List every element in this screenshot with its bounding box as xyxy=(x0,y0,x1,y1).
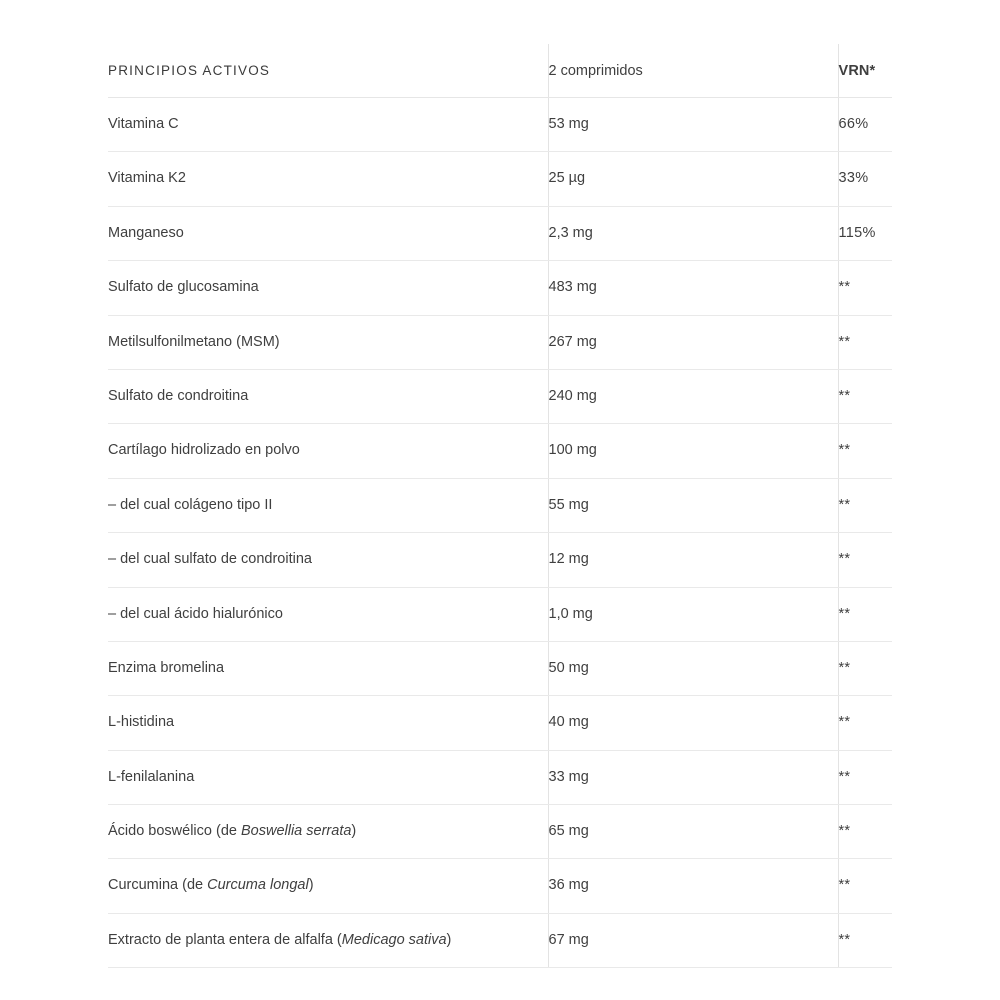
ingredient-name: – del cual ácido hialurónico xyxy=(108,587,548,641)
active-ingredients-table xyxy=(108,44,892,968)
ingredient-vrn: 66% xyxy=(838,98,892,152)
ingredient-amount: 240 mg xyxy=(548,369,838,423)
ingredient-amount: 55 mg xyxy=(548,478,838,532)
table-header xyxy=(108,44,892,98)
ingredient-vrn: ** xyxy=(838,587,892,641)
ingredient-name: Sulfato de glucosamina xyxy=(108,261,548,315)
ingredient-name: Metilsulfonilmetano (MSM) xyxy=(108,315,548,369)
table-row xyxy=(108,641,892,695)
ingredient-amount: 33 mg xyxy=(548,750,838,804)
ingredient-vrn: ** xyxy=(838,859,892,913)
ingredient-vrn: ** xyxy=(838,315,892,369)
ingredient-name: Vitamina K2 xyxy=(108,152,548,206)
table-row xyxy=(108,859,892,913)
ingredient-name: L-histidina xyxy=(108,696,548,750)
table-row xyxy=(108,478,892,532)
ingredient-amount: 67 mg xyxy=(548,913,838,967)
ingredient-amount: 53 mg xyxy=(548,98,838,152)
table-row xyxy=(108,805,892,859)
ingredient-vrn: ** xyxy=(838,913,892,967)
ingredient-amount: 12 mg xyxy=(548,533,838,587)
ingredient-vrn: ** xyxy=(838,424,892,478)
column-header-vrn: VRN* xyxy=(838,44,892,98)
ingredient-vrn: ** xyxy=(838,805,892,859)
ingredient-vrn: 33% xyxy=(838,152,892,206)
table-row xyxy=(108,152,892,206)
ingredient-amount: 1,0 mg xyxy=(548,587,838,641)
table-row xyxy=(108,206,892,260)
table-body xyxy=(108,98,892,968)
ingredient-name: – del cual colágeno tipo II xyxy=(108,478,548,532)
table-row xyxy=(108,424,892,478)
ingredient-name: Curcumina (de Curcuma longal) xyxy=(108,859,548,913)
ingredient-vrn: ** xyxy=(838,533,892,587)
ingredient-amount: 65 mg xyxy=(548,805,838,859)
ingredient-vrn: ** xyxy=(838,696,892,750)
ingredient-vrn: ** xyxy=(838,750,892,804)
table-row xyxy=(108,315,892,369)
ingredient-vrn: ** xyxy=(838,369,892,423)
ingredient-vrn: ** xyxy=(838,641,892,695)
ingredient-name: Ácido boswélico (de Boswellia serrata) xyxy=(108,805,548,859)
ingredient-name: Cartílago hidrolizado en polvo xyxy=(108,424,548,478)
table-row xyxy=(108,533,892,587)
ingredient-name: – del cual sulfato de condroitina xyxy=(108,533,548,587)
table-row xyxy=(108,696,892,750)
ingredient-name: Enzima bromelina xyxy=(108,641,548,695)
ingredient-name: Vitamina C xyxy=(108,98,548,152)
ingredient-amount: 483 mg xyxy=(548,261,838,315)
ingredient-amount: 25 µg xyxy=(548,152,838,206)
table-row xyxy=(108,369,892,423)
ingredient-name: Extracto de planta entera de alfalfa (Medicago sativa) xyxy=(108,913,548,967)
ingredient-amount: 50 mg xyxy=(548,641,838,695)
column-header-amount: 2 comprimidos xyxy=(548,44,838,98)
table-header-row xyxy=(108,44,892,98)
ingredient-name: L-fenilalanina xyxy=(108,750,548,804)
table-row xyxy=(108,750,892,804)
ingredient-vrn: ** xyxy=(838,261,892,315)
ingredient-amount: 100 mg xyxy=(548,424,838,478)
ingredient-vrn: 115% xyxy=(838,206,892,260)
ingredient-amount: 2,3 mg xyxy=(548,206,838,260)
column-header-ingredients: PRINCIPIOS ACTIVOS xyxy=(108,44,548,98)
table-row xyxy=(108,913,892,967)
ingredient-vrn: ** xyxy=(838,478,892,532)
ingredient-name: Sulfato de condroitina xyxy=(108,369,548,423)
table-row xyxy=(108,98,892,152)
ingredient-name: Manganeso xyxy=(108,206,548,260)
table-row xyxy=(108,587,892,641)
ingredient-amount: 267 mg xyxy=(548,315,838,369)
table-row xyxy=(108,261,892,315)
ingredient-amount: 36 mg xyxy=(548,859,838,913)
ingredient-amount: 40 mg xyxy=(548,696,838,750)
